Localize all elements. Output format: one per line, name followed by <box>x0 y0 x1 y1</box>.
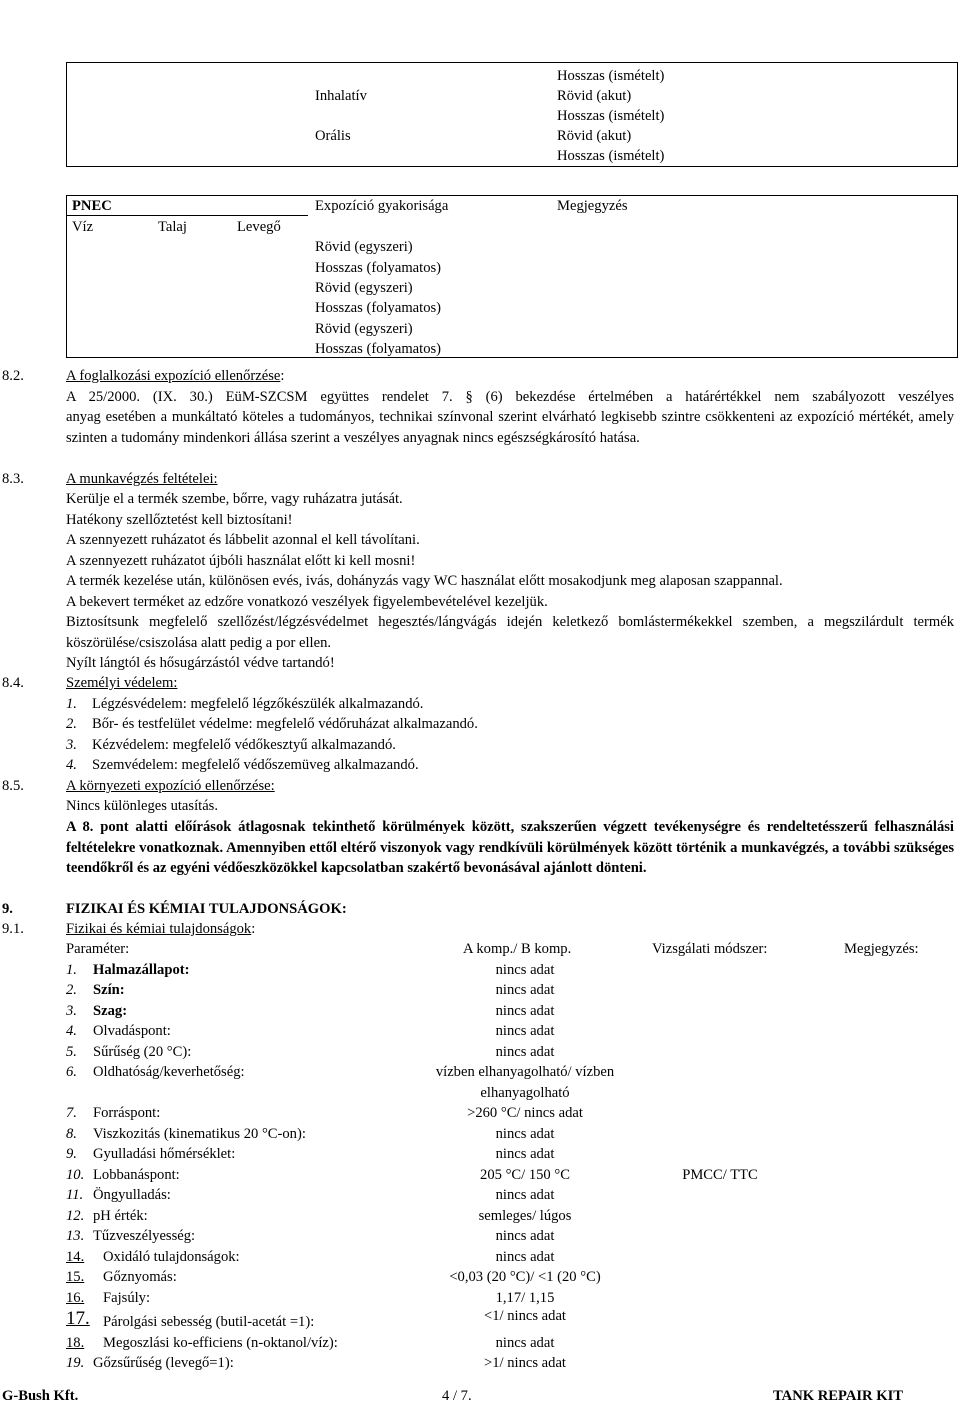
property-value: >1/ nincs adat <box>484 1355 566 1371</box>
column-header-note: Megjegyzés: <box>844 941 919 957</box>
revision-date-value: 2014. november 8. <box>206 21 330 40</box>
property-name: Párolgási sebesség (butil-acetát =1): <box>103 1314 315 1330</box>
property-value: nincs adat <box>495 1003 555 1019</box>
work-condition-line: A szennyezett ruházatot újbóli használat előtt ki kell mosni! <box>66 553 416 569</box>
ppe-item-number: 1. <box>66 696 77 712</box>
pnec-air: Levegő <box>237 219 281 235</box>
pnec-soil: Talaj <box>158 219 187 235</box>
section-8-3-number: 8.3. <box>2 471 24 487</box>
property-value: nincs adat <box>495 1187 555 1203</box>
table-cell: Hosszas (ismételt) <box>557 148 665 164</box>
section-8-4-number: 8.4. <box>2 675 24 691</box>
route-label: Inhalatív <box>315 88 367 104</box>
table-cell: Rövid (akut) <box>557 88 632 104</box>
prepared-date: Elkészítés időpontja: 2011. július 3. <box>2 0 238 19</box>
ppe-item-text: Szemvédelem: megfelelő védőszemüveg alkalmazandó. <box>92 757 419 773</box>
frequency-header: Expozíció gyakorisága <box>315 198 449 214</box>
work-condition-line: A szennyezett ruházatot és lábbelit azonnal el kell távolítani. <box>66 532 420 548</box>
property-value: nincs adat <box>495 1146 555 1162</box>
section-9-1-title: Fizikai és kémiai tulajdonságok: <box>66 921 256 937</box>
property-number: 14. <box>66 1249 85 1265</box>
ppe-item-text: Légzésvédelem: megfelelő légzőkészülék alkalmazandó. <box>92 696 424 712</box>
table-cell: Rövid (akut) <box>557 128 632 144</box>
property-value: nincs adat <box>495 1044 555 1060</box>
property-number: 4. <box>66 1023 77 1039</box>
property-value: semleges/ lúgos <box>478 1208 572 1224</box>
frequency-cell: Hosszas (folyamatos) <box>315 300 442 316</box>
property-name: Halmazállapot: <box>93 962 190 978</box>
frequency-cell: Hosszas (folyamatos) <box>315 260 442 276</box>
property-number: 1. <box>66 962 77 978</box>
property-value: <0,03 (20 °C)/ <1 (20 °C) <box>449 1269 601 1285</box>
property-name: Gőzsűrűség (levegő=1): <box>93 1355 234 1371</box>
frequency-cell: Hosszas (folyamatos) <box>315 341 442 357</box>
property-value: <1/ nincs adat <box>484 1308 566 1324</box>
property-method: PMCC/ TTC <box>682 1167 758 1183</box>
property-value: vízben elhanyagolható/ vízben <box>435 1064 615 1080</box>
pnec-water: Víz <box>72 219 94 235</box>
property-name: Szag: <box>93 1003 128 1019</box>
section-8-2-text: anyag esetében a munkáltató köteles a tudományos, technikai színvonal szerint elvárható legkisebb szintre csökkenteni az expozíció mértékét, amely szinten a tudomány mindenkori állása szerint a veszélyes anyagnak nincs egészségkárosító hatása. <box>66 409 954 446</box>
work-condition-line: Nyílt lángtól és hősugárzástól védve tartandó! <box>66 655 335 671</box>
property-name: Lobbanáspont: <box>93 1167 180 1183</box>
section-8-2-number: 8.2. <box>2 368 24 384</box>
work-condition-line: Hatékony szellőztetést kell biztosítani! <box>66 512 293 528</box>
property-number: 8. <box>66 1126 77 1142</box>
property-name: Tűzveszélyesség: <box>93 1228 196 1244</box>
property-number: 9. <box>66 1146 77 1162</box>
ppe-item-number: 3. <box>66 737 77 753</box>
property-value: nincs adat <box>495 962 555 978</box>
property-name: Gőznyomás: <box>103 1269 177 1285</box>
column-header-components: A komp./ B komp. <box>463 941 572 957</box>
frequency-cell: Rövid (egyszeri) <box>315 280 413 296</box>
frequency-cell: Rövid (egyszeri) <box>315 321 413 337</box>
property-number: 7. <box>66 1105 77 1121</box>
property-value: nincs adat <box>495 1335 555 1351</box>
property-number: 6. <box>66 1064 77 1080</box>
property-name: Fajsúly: <box>103 1290 151 1306</box>
property-name: Oxidáló tulajdonságok: <box>103 1249 240 1265</box>
section-9-number: 9. <box>2 901 13 917</box>
property-name: Gyulladási hőmérséklet: <box>93 1146 236 1162</box>
property-name: Sűrűség (20 °C): <box>93 1044 192 1060</box>
section-8-2-title: A foglalkozási expozíció ellenőrzése: <box>66 368 285 384</box>
property-value: nincs adat <box>495 982 555 998</box>
section-8-4-title: Személyi védelem: <box>66 675 178 691</box>
property-value: nincs adat <box>495 1249 555 1265</box>
note-header: Megjegyzés <box>557 198 628 214</box>
property-number: 13. <box>66 1228 85 1244</box>
section-9-1-number: 9.1. <box>2 921 24 937</box>
property-number: 18. <box>66 1335 85 1351</box>
frequency-cell: Rövid (egyszeri) <box>315 239 413 255</box>
footer-company: G-Bush Kft. <box>2 1388 79 1404</box>
section-8-5-title: A környezeti expozíció ellenőrzése: <box>66 778 275 794</box>
section-8-2-text-line1: A 25/2000. (IX. 30.) EüM-SZCSM együttes rendelet 7. § (6) bekezdése értelmében a határértékkel nem szabályozott veszélyes <box>66 389 954 405</box>
welding-ventilation-text: Biztosítsunk megfelelő szellőzést/légzésvédelmet hegesztés/lángvágás idején keletkező bomlástermékekkel szemben, a megszilárdult termék köszörülése/csiszolása alatt pedig a por ellen. <box>66 614 954 651</box>
pnec-header: PNEC <box>72 198 112 214</box>
column-header-method: Vizsgálati módszer: <box>652 941 768 957</box>
property-value: >260 °C/ nincs adat <box>467 1105 583 1121</box>
property-number: 17. <box>66 1308 90 1329</box>
property-number: 15. <box>66 1269 85 1285</box>
property-name: pH érték: <box>93 1208 148 1224</box>
ppe-item-number: 2. <box>66 716 77 732</box>
work-condition-line: A termék kezelése után, különösen evés, ivás, dohányzás vagy WC használat előtt mosakodjunk meg alaposan szappannal. <box>66 573 783 589</box>
property-value-continued: elhanyagolható <box>480 1085 570 1101</box>
property-number: 10. <box>66 1167 85 1183</box>
property-number: 16. <box>66 1290 85 1306</box>
property-value: 1,17/ 1,15 <box>495 1290 555 1306</box>
section-8-disclaimer: A 8. pont alatti előírások átlagosnak tekinthető körülmények között, szakszerűen végzett tevékenységre és rendeltetésszerű felhasználási feltételekre vonatkoznak. Amennyiben ettől eltérő viszonyok vagy rendkívüli körülmények között történik a munkavégzés, a további szükséges teendőkről és az egyéni védőeszközökkel kapcsolatban szakértő bevonásával ajánlott dönteni. <box>66 819 954 876</box>
property-number: 2. <box>66 982 77 998</box>
table-cell: Hosszas (ismételt) <box>557 108 665 124</box>
route-label: Orális <box>315 128 351 144</box>
ppe-item-text: Kézvédelem: megfelelő védőkesztyű alkalmazandó. <box>92 737 396 753</box>
ppe-item-number: 4. <box>66 757 77 773</box>
property-name: Forráspont: <box>93 1105 161 1121</box>
property-name: Viszkozitás (kinematikus 20 °C-on): <box>93 1126 306 1142</box>
section-8-3-title: A munkavégzés feltételei: <box>66 471 218 487</box>
property-number: 19. <box>66 1355 85 1371</box>
column-header-parameter: Paraméter: <box>66 941 130 957</box>
property-number: 11. <box>66 1187 84 1203</box>
property-name: Megoszlási ko-efficiens (n-oktanol/víz): <box>103 1335 338 1351</box>
environment-note: Nincs különleges utasítás. <box>66 798 218 814</box>
property-name: Olvadáspont: <box>93 1023 171 1039</box>
property-value: nincs adat <box>495 1228 555 1244</box>
property-name: Öngyulladás: <box>93 1187 171 1203</box>
footer-page-number: 4 / 7. <box>442 1388 472 1404</box>
property-value: nincs adat <box>495 1126 555 1142</box>
work-condition-line: A bekevert terméket az edzőre vonatkozó veszélyek figyelembevételével kezeljük. <box>66 594 548 610</box>
property-value: 205 °C/ 150 °C <box>480 1167 570 1183</box>
property-name: Oldhatóság/keverhetőség: <box>93 1064 245 1080</box>
footer-product: TANK REPAIR KIT <box>773 1388 904 1404</box>
section-9-title: FIZIKAI ÉS KÉMIAI TULAJDONSÁGOK: <box>66 901 347 917</box>
property-number: 3. <box>66 1003 77 1019</box>
work-condition-line: Kerülje el a termék szembe, bőrre, vagy ruházatra jutását. <box>66 491 403 507</box>
table-cell: Hosszas (ismételt) <box>557 68 665 84</box>
ppe-item-text: Bőr- és testfelület védelme: megfelelő védőruházat alkalmazandó. <box>92 716 478 732</box>
property-number: 5. <box>66 1044 77 1060</box>
property-name: Szín: <box>93 982 125 998</box>
property-number: 12. <box>66 1208 85 1224</box>
section-8-5-number: 8.5. <box>2 778 24 794</box>
revision-date-label: Felülvizsgálat időpontja: <box>2 21 166 40</box>
property-value: nincs adat <box>495 1023 555 1039</box>
